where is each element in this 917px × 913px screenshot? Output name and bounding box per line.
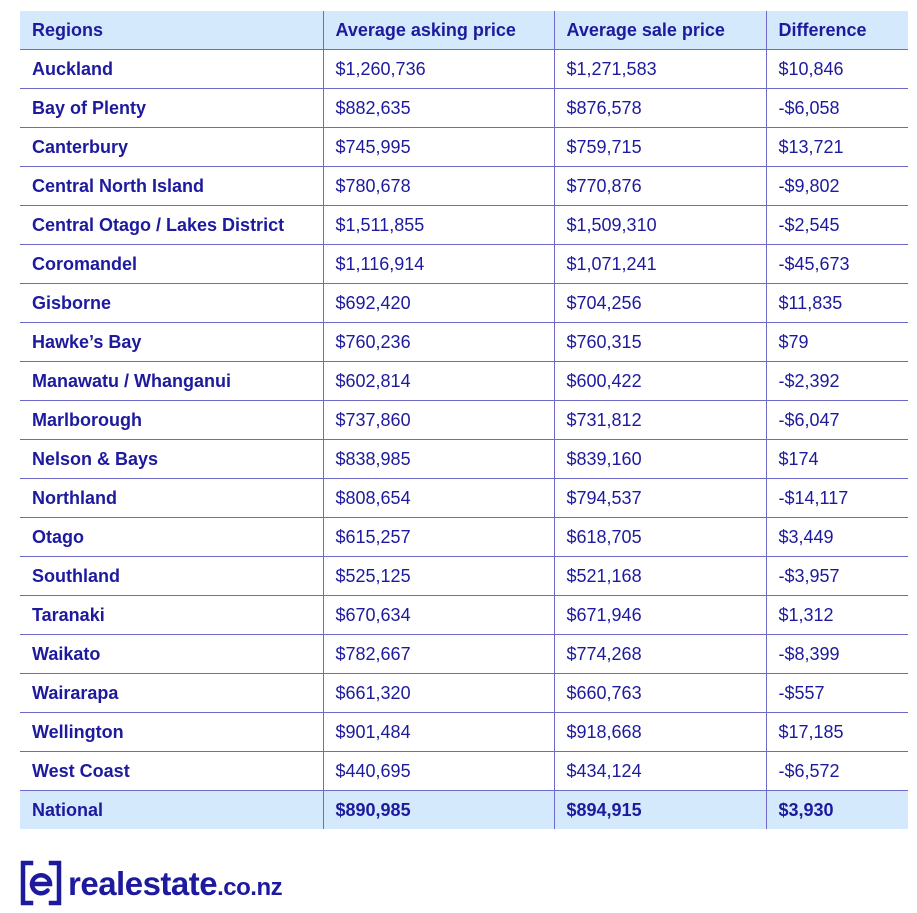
difference-cell: -$557 bbox=[766, 674, 908, 713]
asking-price-cell: $808,654 bbox=[323, 479, 554, 518]
asking-price-cell: $615,257 bbox=[323, 518, 554, 557]
header-difference: Difference bbox=[766, 11, 908, 50]
asking-price-cell: $440,695 bbox=[323, 752, 554, 791]
difference-cell: -$45,673 bbox=[766, 245, 908, 284]
table-row bbox=[20, 362, 908, 401]
realestate-logo-icon bbox=[20, 860, 62, 906]
table-row bbox=[20, 557, 908, 596]
total-region-cell: National bbox=[20, 791, 323, 830]
table-row bbox=[20, 50, 908, 89]
price-table bbox=[20, 11, 908, 829]
region-cell: Gisborne bbox=[20, 284, 323, 323]
difference-cell: $13,721 bbox=[766, 128, 908, 167]
table-row bbox=[20, 752, 908, 791]
header-average-sale-price: Average sale price bbox=[554, 11, 766, 50]
region-cell: Southland bbox=[20, 557, 323, 596]
difference-cell: -$6,047 bbox=[766, 401, 908, 440]
table-row bbox=[20, 596, 908, 635]
sale-price-cell: $704,256 bbox=[554, 284, 766, 323]
difference-cell: $79 bbox=[766, 323, 908, 362]
sale-price-cell: $794,537 bbox=[554, 479, 766, 518]
sale-price-cell: $671,946 bbox=[554, 596, 766, 635]
difference-cell: -$6,058 bbox=[766, 89, 908, 128]
sale-price-cell: $618,705 bbox=[554, 518, 766, 557]
sale-price-cell: $600,422 bbox=[554, 362, 766, 401]
table-row bbox=[20, 401, 908, 440]
difference-cell: $1,312 bbox=[766, 596, 908, 635]
table-row bbox=[20, 518, 908, 557]
difference-cell: -$14,117 bbox=[766, 479, 908, 518]
region-cell: Auckland bbox=[20, 50, 323, 89]
table-row bbox=[20, 713, 908, 752]
sale-price-cell: $434,124 bbox=[554, 752, 766, 791]
sale-price-cell: $839,160 bbox=[554, 440, 766, 479]
difference-cell: -$8,399 bbox=[766, 635, 908, 674]
table-row bbox=[20, 323, 908, 362]
asking-price-cell: $737,860 bbox=[323, 401, 554, 440]
total-difference-cell: $3,930 bbox=[766, 791, 908, 830]
table-header-row bbox=[20, 11, 908, 50]
table-row bbox=[20, 128, 908, 167]
asking-price-cell: $602,814 bbox=[323, 362, 554, 401]
sale-price-cell: $731,812 bbox=[554, 401, 766, 440]
table-row bbox=[20, 440, 908, 479]
logo-wordmark bbox=[68, 864, 283, 902]
asking-price-cell: $1,511,855 bbox=[323, 206, 554, 245]
region-cell: Wellington bbox=[20, 713, 323, 752]
sale-price-cell: $876,578 bbox=[554, 89, 766, 128]
region-cell: Central Otago / Lakes District bbox=[20, 206, 323, 245]
difference-cell: $17,185 bbox=[766, 713, 908, 752]
sale-price-cell: $1,271,583 bbox=[554, 50, 766, 89]
region-cell: Waikato bbox=[20, 635, 323, 674]
table-row bbox=[20, 479, 908, 518]
asking-price-cell: $525,125 bbox=[323, 557, 554, 596]
asking-price-cell: $1,260,736 bbox=[323, 50, 554, 89]
asking-price-cell: $661,320 bbox=[323, 674, 554, 713]
difference-cell: $174 bbox=[766, 440, 908, 479]
difference-cell: -$9,802 bbox=[766, 167, 908, 206]
national-total-row bbox=[20, 791, 908, 830]
sale-price-cell: $918,668 bbox=[554, 713, 766, 752]
sale-price-cell: $1,071,241 bbox=[554, 245, 766, 284]
region-cell: Nelson & Bays bbox=[20, 440, 323, 479]
asking-price-cell: $760,236 bbox=[323, 323, 554, 362]
table-row bbox=[20, 284, 908, 323]
table-row bbox=[20, 674, 908, 713]
asking-price-cell: $780,678 bbox=[323, 167, 554, 206]
realestate-logo bbox=[20, 860, 282, 906]
sale-price-cell: $760,315 bbox=[554, 323, 766, 362]
region-cell: Wairarapa bbox=[20, 674, 323, 713]
region-cell: Coromandel bbox=[20, 245, 323, 284]
region-cell: Marlborough bbox=[20, 401, 323, 440]
sale-price-cell: $770,876 bbox=[554, 167, 766, 206]
difference-cell: -$2,392 bbox=[766, 362, 908, 401]
region-cell: Canterbury bbox=[20, 128, 323, 167]
difference-cell: -$6,572 bbox=[766, 752, 908, 791]
asking-price-cell: $670,634 bbox=[323, 596, 554, 635]
region-cell: Taranaki bbox=[20, 596, 323, 635]
region-cell: Northland bbox=[20, 479, 323, 518]
asking-price-cell: $782,667 bbox=[323, 635, 554, 674]
region-cell: West Coast bbox=[20, 752, 323, 791]
sale-price-cell: $660,763 bbox=[554, 674, 766, 713]
sale-price-cell: $521,168 bbox=[554, 557, 766, 596]
header-regions: Regions bbox=[20, 11, 323, 50]
region-cell: Central North Island bbox=[20, 167, 323, 206]
region-cell: Otago bbox=[20, 518, 323, 557]
sale-price-cell: $759,715 bbox=[554, 128, 766, 167]
difference-cell: $11,835 bbox=[766, 284, 908, 323]
asking-price-cell: $901,484 bbox=[323, 713, 554, 752]
region-cell: Hawke’s Bay bbox=[20, 323, 323, 362]
total-sale-price-cell: $894,915 bbox=[554, 791, 766, 830]
sale-price-cell: $1,509,310 bbox=[554, 206, 766, 245]
asking-price-cell: $745,995 bbox=[323, 128, 554, 167]
total-asking-price-cell: $890,985 bbox=[323, 791, 554, 830]
asking-price-cell: $1,116,914 bbox=[323, 245, 554, 284]
table-row bbox=[20, 206, 908, 245]
asking-price-cell: $838,985 bbox=[323, 440, 554, 479]
table-body bbox=[20, 50, 908, 791]
table-row bbox=[20, 89, 908, 128]
header-average-asking-price: Average asking price bbox=[323, 11, 554, 50]
difference-cell: $10,846 bbox=[766, 50, 908, 89]
logo-name: realestate bbox=[68, 864, 218, 902]
difference-cell: -$3,957 bbox=[766, 557, 908, 596]
difference-cell: $3,449 bbox=[766, 518, 908, 557]
region-cell: Manawatu / Whanganui bbox=[20, 362, 323, 401]
difference-cell: -$2,545 bbox=[766, 206, 908, 245]
table-row bbox=[20, 245, 908, 284]
asking-price-cell: $882,635 bbox=[323, 89, 554, 128]
table-row bbox=[20, 167, 908, 206]
region-cell: Bay of Plenty bbox=[20, 89, 323, 128]
table-row bbox=[20, 635, 908, 674]
asking-price-cell: $692,420 bbox=[323, 284, 554, 323]
logo-suffix: .co.nz bbox=[217, 873, 283, 901]
sale-price-cell: $774,268 bbox=[554, 635, 766, 674]
